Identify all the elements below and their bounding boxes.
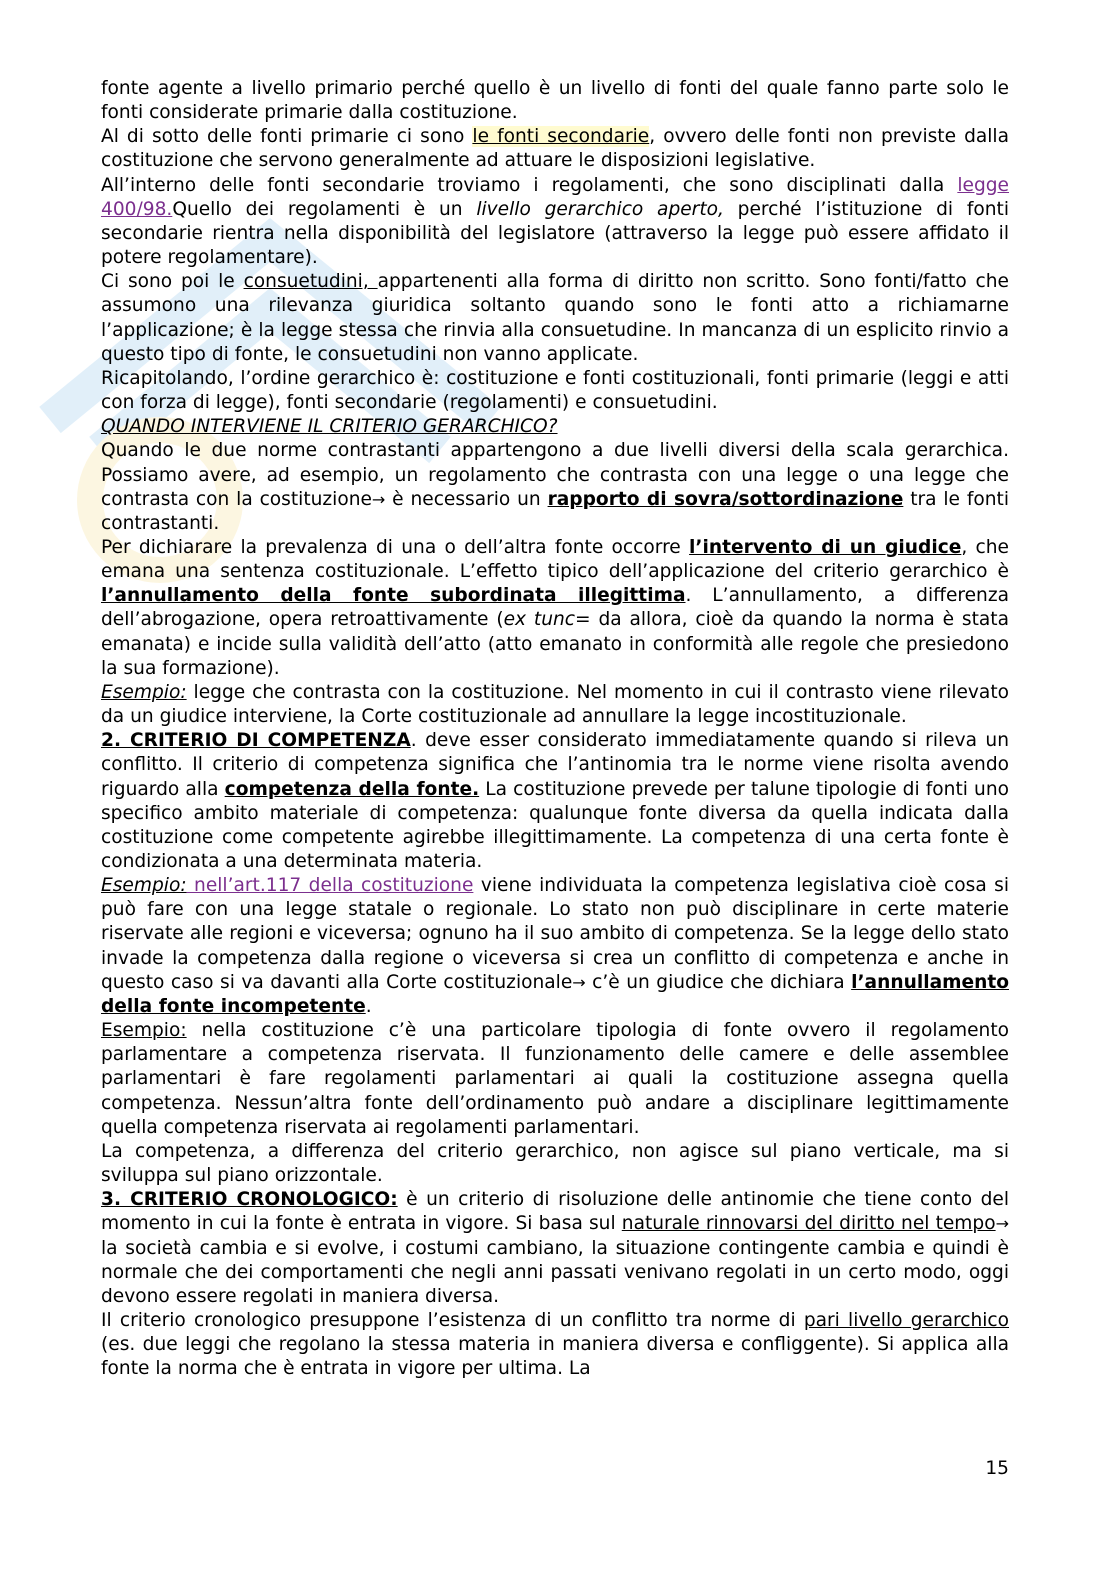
paragraph-5 xyxy=(101,367,1009,415)
paragraph-10 xyxy=(101,729,1009,874)
text: perché l’istituzione di fonti secondarie rientra nella disponibilità del legislatore (attraverso la legge può essere affidato il potere regolamentare). xyxy=(101,198,1010,269)
law-link[interactable]: legge 400/98. xyxy=(101,174,1009,220)
text: Il criterio cronologico presuppone l’esistenza di un conflitto tra norme di xyxy=(101,1309,804,1331)
text: Quando le due norme contrastanti appartengono a due livelli diversi della scala gerarchica. Possiamo avere, ad esempio, un regolamento che contrasta con una legge o una legge che contrasta con la costituzione xyxy=(101,440,1009,510)
section-heading: 2. CRITERIO DI COMPETENZA xyxy=(101,730,411,752)
paragraph-7 xyxy=(101,439,1009,536)
question-heading: QUANDO INTERVIENE IL CRITERIO GERARCHICO? xyxy=(101,416,558,438)
bold-term: competenza della fonte. xyxy=(224,778,480,800)
arrow-icon: → xyxy=(995,1214,1010,1234)
paragraph-13 xyxy=(101,1140,1009,1188)
bold-term: rapporto di sovra/sottordinazione xyxy=(547,488,904,510)
text: . xyxy=(365,995,372,1017)
italic-term: livello gerarchico aperto, xyxy=(476,198,724,220)
text: La competenza, a differenza del criterio gerarchico, non agisce sul piano verticale, ma si sviluppa sul piano orizzontale. xyxy=(101,1140,1009,1187)
text: . deve esser considerato immediatamente quando si rileva un conflitto. Il criterio di competenza significa che l’antinomia tra le norme viene risolta avendo riguardo alla xyxy=(101,730,1009,800)
underlined-term: naturale rinnovarsi del diritto nel tempo xyxy=(621,1213,996,1235)
text: , che emana una sentenza costituzionale. L’effetto tipico dell’applicazione del criterio gerarchico è xyxy=(101,536,1009,583)
section-heading: 3. CRITERIO CRONOLOGICO: xyxy=(101,1189,398,1211)
text: La costituzione prevede per talune tipologie di fonti uno specifico ambito materiale di competenza: qualunque fonte diversa da quella indicata dalla costituzione come competente agirebbe illegittimamente. La competenza di una certa fonte è condizionata a una determinata materia. xyxy=(101,778,1009,872)
underlined-term: pari livello gerarchico xyxy=(803,1309,1009,1331)
paragraph-2 xyxy=(101,125,1009,173)
bold-term: l’annullamento della fonte incompetente xyxy=(101,971,1009,1017)
text: tra le fonti contrastanti. xyxy=(101,488,1009,534)
example-label: Esempio: xyxy=(101,1020,187,1042)
text: nella costituzione c’è una particolare tipologia di fonte ovvero il regolamento parlamentare a competenza riservata. Il funzionamento delle camere e delle assemblee parlamentari è fare regolamenti parlamentari ai quali la costituzione assegna quella competenza. Nessun’altra fonte dell’ordinamento può andare a disciplinare legittimamente quella competenza riservata ai regolamenti parlamentari. xyxy=(101,1020,1009,1138)
italic-term: ex tunc xyxy=(503,609,575,631)
underlined-term: consuetudini, xyxy=(243,271,378,293)
article-link[interactable]: nell’art.117 della costituzione xyxy=(186,875,474,897)
section-question xyxy=(101,415,1009,439)
text: viene individuata la competenza legislativa cioè cosa si può fare con una legge statale o regionale. Lo stato non può disciplinare in certe materie riservate alle regioni e viceversa; ognuno ha il suo ambito di competenza. Se la legge dello stato invade la competenza dalla regione o viceversa si crea un conflitto di competenza e anche in questo caso si va davanti alla Corte costituzionale xyxy=(101,875,1009,993)
text: Quello dei regolamenti è un xyxy=(172,198,477,220)
text: Per dichiarare la prevalenza di una o dell’altra fonte occorre xyxy=(101,536,690,558)
text: c’è un giudice che dichiara xyxy=(585,971,852,993)
paragraph-1 xyxy=(101,77,1009,125)
paragraph-3 xyxy=(101,174,1009,271)
bold-term: l’annullamento della fonte subordinata illegittima xyxy=(101,585,686,607)
text: è un criterio di risoluzione delle antinomie che tiene conto del momento in cui la fonte è entrata in vigore. Si basa sul xyxy=(101,1189,1009,1235)
underlined-term: le fonti secondarie xyxy=(472,126,650,148)
text: legge che contrasta con la costituzione. Nel momento in cui il contrasto viene rilevato da un giudice interviene, la Corte costituzionale ad annullare la legge incostituzionale. xyxy=(101,681,1009,728)
text: (es. due leggi che regolano la stessa materia in maniera diversa e confliggente). Si applica alla fonte la norma che è entrata in vigore per ultima. La xyxy=(101,1334,1009,1380)
paragraph-4 xyxy=(101,270,1009,367)
text: Ricapitolando, l’ordine gerarchico è: costituzione e fonti costituzionali, fonti primarie (leggi e atti con forza di legge), fonti secondarie (regolamenti) e consuetudini. xyxy=(101,367,1009,414)
text: fonte agente a livello primario perché quello è un livello di fonti del quale fanno parte solo le fonti considerate primarie dalla costituzione. xyxy=(101,78,1009,124)
text: , ovvero delle fonti non previste dalla costituzione che servono generalmente ad attuare le disposizioni legislative. xyxy=(101,126,1009,172)
arrow-icon: → xyxy=(572,972,586,992)
text: appartenenti alla forma di diritto non scritto. Sono fonti/fatto che assumono una rilevanza giuridica soltanto quando sono le fonti atto a richiamarne l’applicazione; è la legge stessa che rinvia alla consuetudine. In mancanza di un esplicito rinvio a questo tipo di fonte, le consuetudini non vanno applicate. xyxy=(101,271,1009,365)
paragraph-12 xyxy=(101,1019,1009,1140)
arrow-icon: → xyxy=(371,489,386,509)
text: = da allora, cioè da quando la norma è stata emanata) e incide sulla validità dell’atto (atto emanato in conformità alle regole che presiedono la sua formazione). xyxy=(101,609,1009,679)
bold-term: l’intervento di un giudice xyxy=(689,536,962,558)
text: . L’annullamento, a differenza dell’abrogazione, opera retroattivamente ( xyxy=(101,585,1009,631)
example-label: Esempio: xyxy=(101,681,187,703)
document-body xyxy=(101,77,1009,1381)
text: All’interno delle fonti secondarie troviamo i regolamenti, che sono disciplinati dalla xyxy=(101,174,958,196)
text: la società cambia e si evolve, i costumi cambiano, la situazione contingente cambia e quindi è normale che dei comportamenti che negli anni passati venivano regolati in un certo modo, oggi devono essere regolati in maniera diversa. xyxy=(101,1237,1009,1307)
text: è necessario un xyxy=(385,488,548,510)
paragraph-9 xyxy=(101,681,1009,729)
example-label: Esempio: xyxy=(101,875,187,897)
paragraph-15 xyxy=(101,1309,1009,1381)
page-number: 15 xyxy=(985,1458,1009,1479)
text: Al di sotto delle fonti primarie ci sono xyxy=(101,126,473,148)
text: Ci sono poi le xyxy=(101,271,244,293)
paragraph-14 xyxy=(101,1188,1009,1309)
paragraph-11 xyxy=(101,874,1009,1019)
paragraph-8 xyxy=(101,536,1009,681)
